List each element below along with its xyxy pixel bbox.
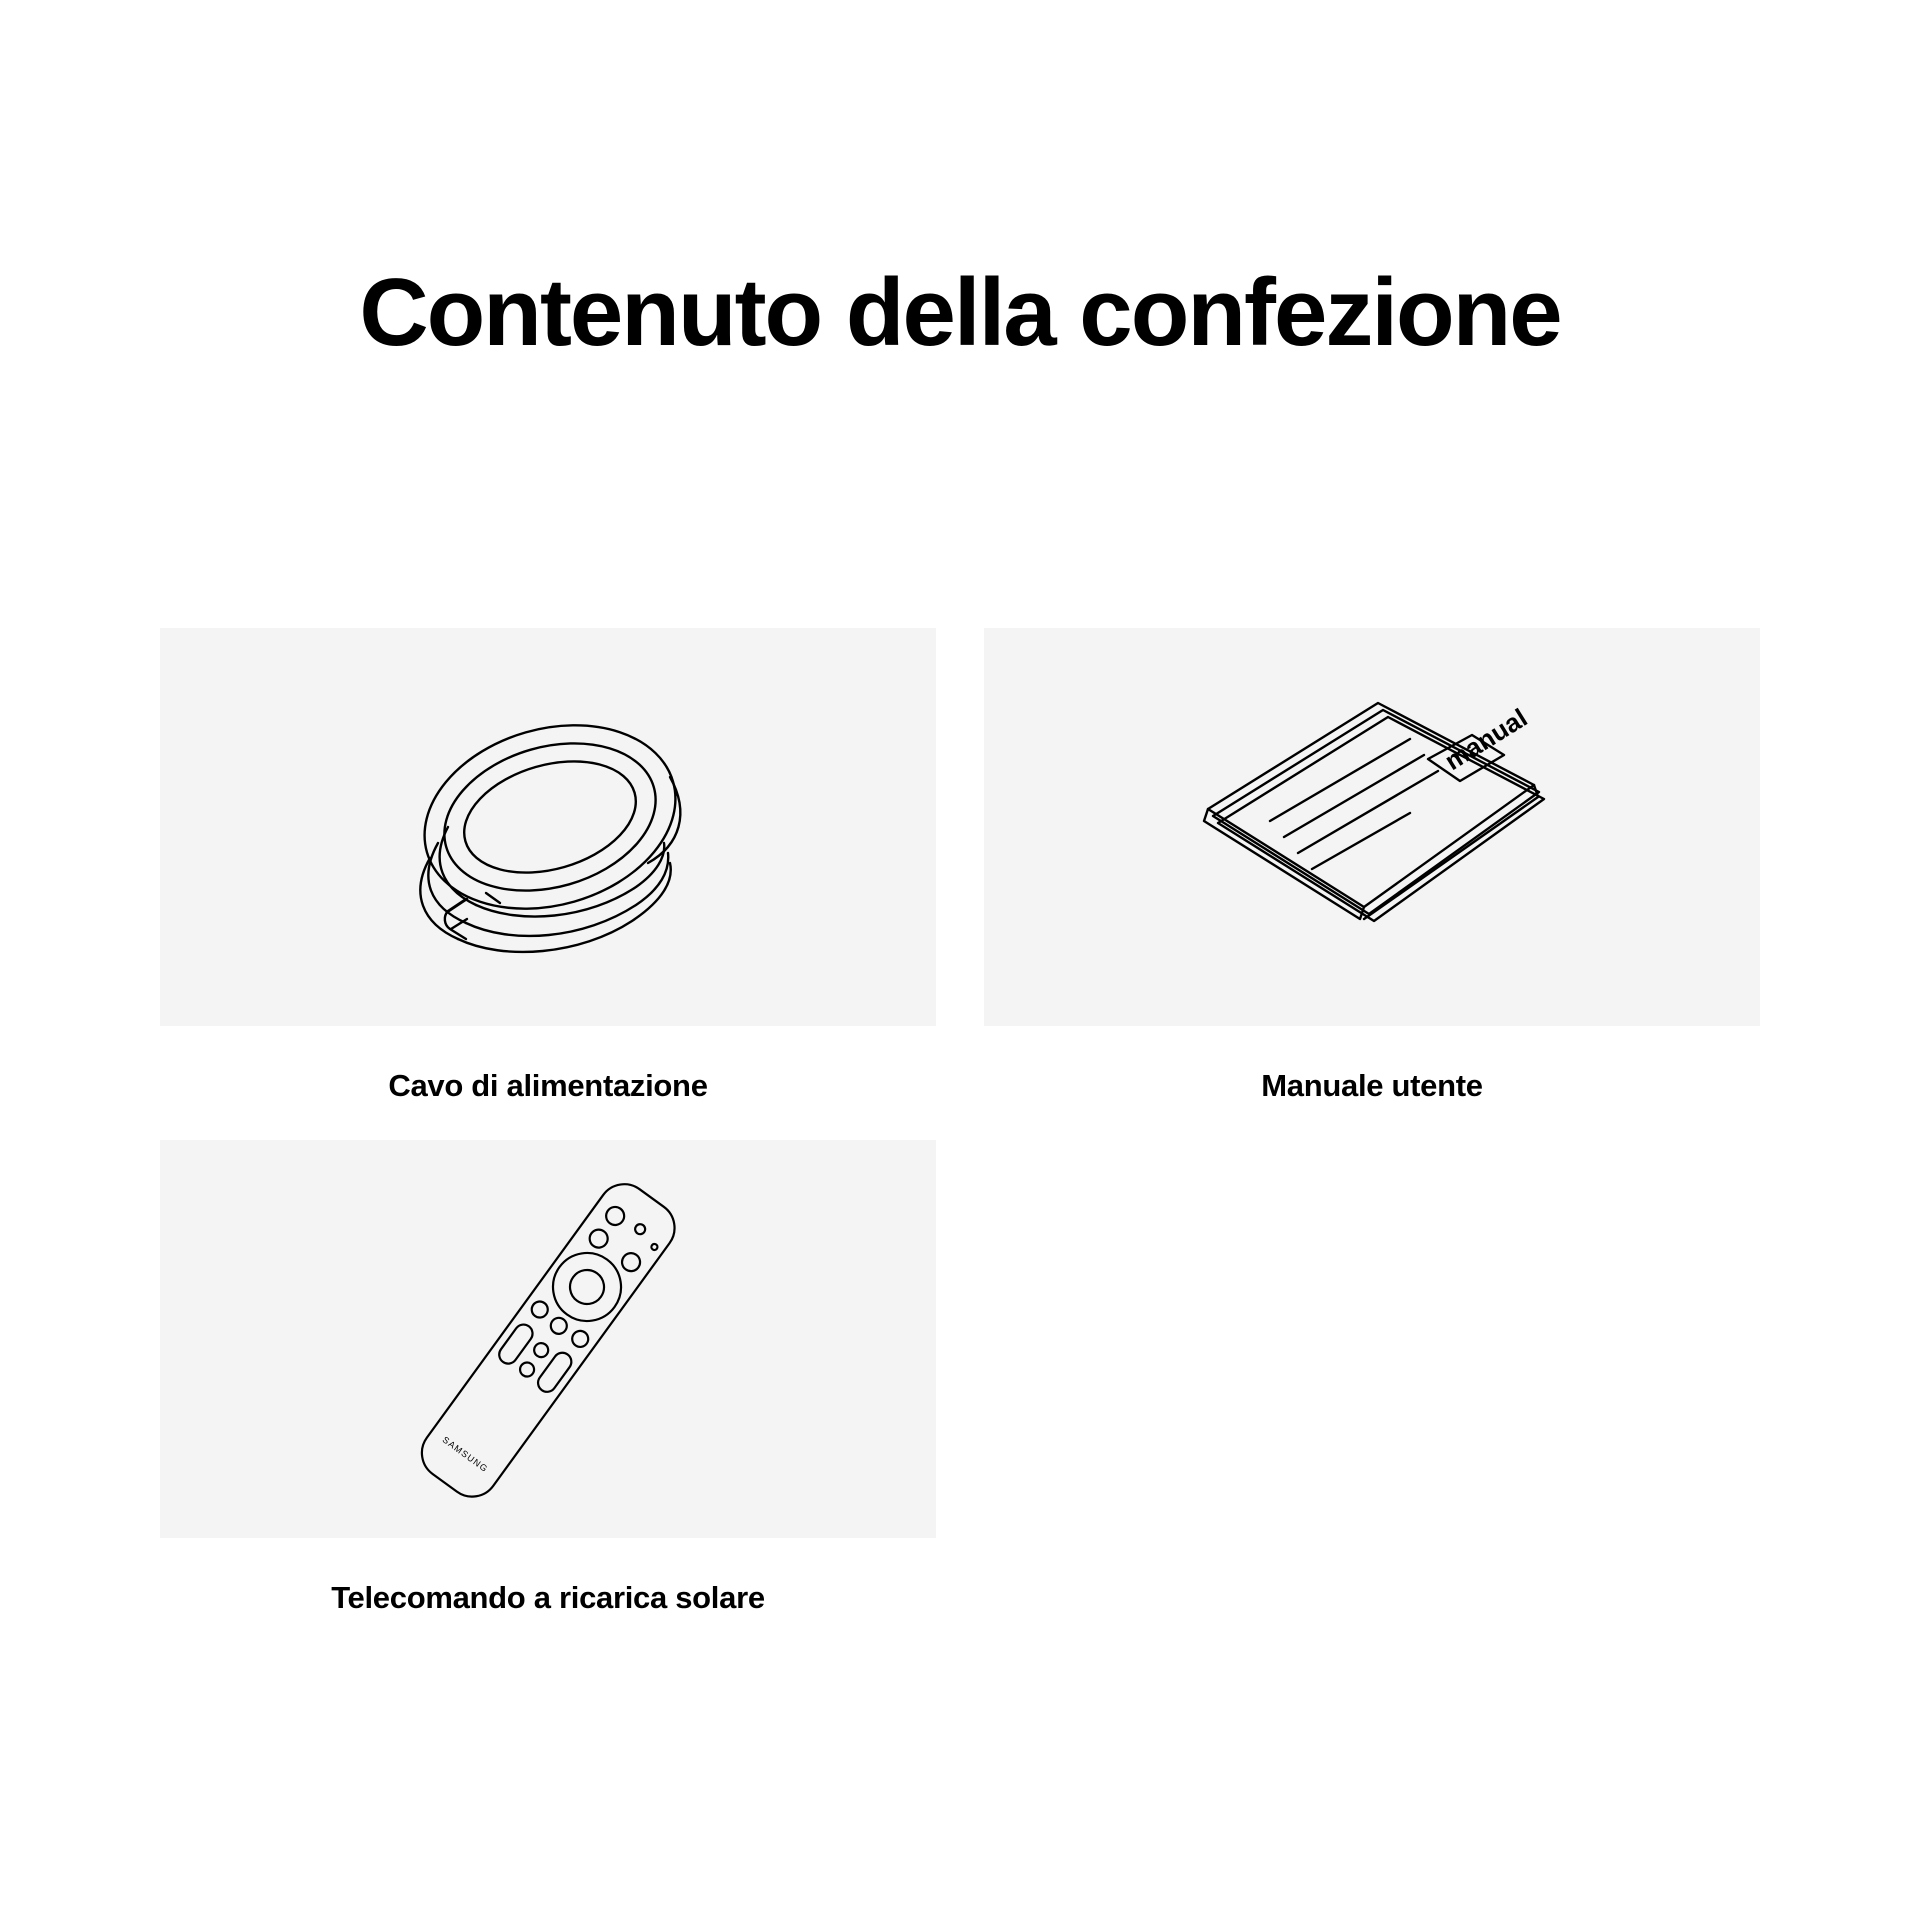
power-cable-image-tile [160, 628, 936, 1026]
manual-cover-text: manual [1439, 702, 1533, 777]
remote-brand-text: SAMSUNG [440, 1434, 491, 1475]
page-title: Contenuto della confezione [359, 259, 1561, 367]
package-item-caption: Manuale utente [1261, 1068, 1483, 1103]
user-manual-image-tile [984, 628, 1760, 1026]
user-manual-icon [1142, 667, 1602, 987]
package-item-caption: Cavo di alimentazione [388, 1068, 708, 1103]
package-item-caption: Telecomando a ricarica solare [331, 1580, 765, 1615]
package-contents-grid [160, 628, 1760, 1616]
power-cable-icon [318, 667, 778, 987]
solar-remote-icon [318, 1140, 778, 1538]
package-item-power-cable [160, 628, 936, 1104]
package-item-user-manual [984, 628, 1760, 1104]
package-item-solar-remote [160, 1140, 936, 1616]
solar-remote-image-tile [160, 1140, 936, 1538]
